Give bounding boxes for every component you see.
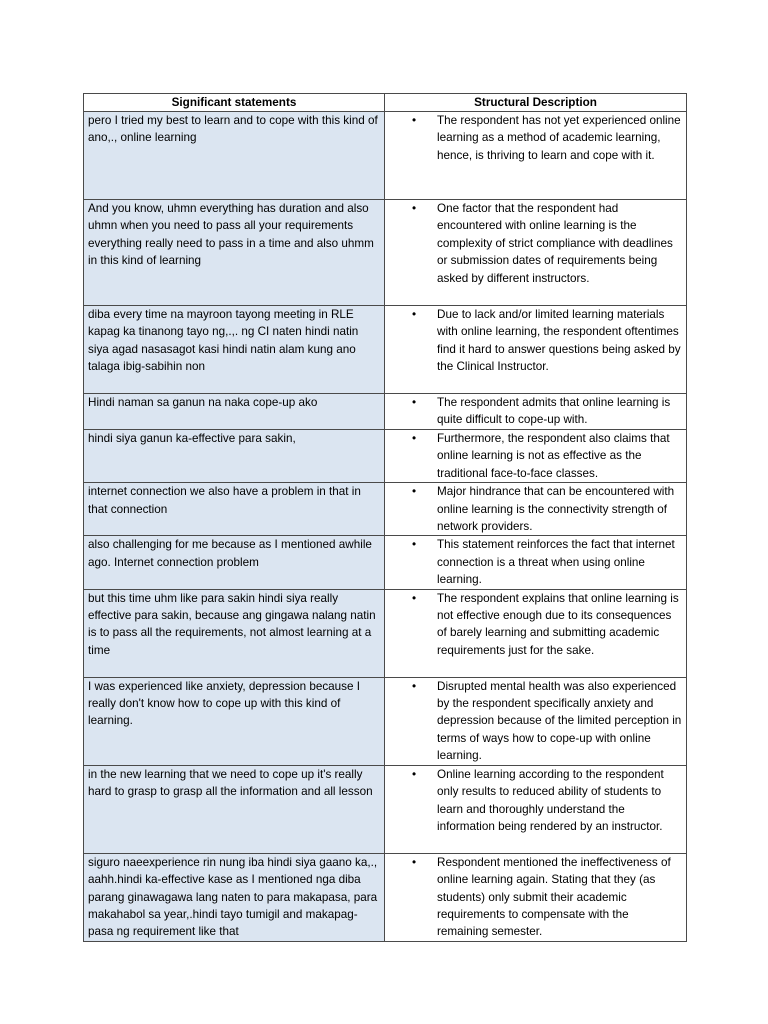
description-cell (385, 483, 687, 536)
bullet-icon: • (412, 679, 417, 693)
description-text: The respondent explains that online learning is not effective enough due to its consequences of barely learning and submitting academic requirements just for the sake. (437, 591, 679, 657)
statement-cell: diba every time na mayroon tayong meeting in RLE kapag ka tinanong tayo ng,.,. ng CI naten hindi natin siya agad nasasagot kasi hindi natin alam kung ano talaga ibig-sabihin non (84, 306, 385, 394)
statement-cell: And you know, uhmn everything has duration and also uhmn when you need to pass all your requirements everything really need to pass in a time and also uhmm in this kind of learning (84, 200, 385, 306)
bullet-icon: • (412, 767, 417, 781)
table-row (84, 394, 687, 430)
description-cell (385, 677, 687, 765)
statement-cell: pero I tried my best to learn and to cope with this kind of ano,., online learning (84, 112, 385, 200)
statement-cell: in the new learning that we need to cope up it's really hard to grasp to grasp all the information and all lesson (84, 765, 385, 853)
bullet-icon: • (412, 591, 417, 605)
statement-cell: hindi siya ganun ka-effective para sakin, (84, 430, 385, 483)
bullet-icon: • (412, 308, 417, 321)
statement-cell: siguro naeexperience rin nung iba hindi siya gaano ka,., aahh.hindi ka-effective kase as I mentioned nga diba parang ginawagawa lang naten to para makapasa, para makahabol sa year,.hindi tayo tumigil and makapag-pasa ng requirement like that (84, 853, 385, 941)
description-text: Due to lack and/or limited learning materials with online learning, the respondent oftentimes find it hard to answer questions being asked by the Clinical Instructor. (437, 308, 681, 374)
table-row (84, 853, 687, 941)
bullet-icon: • (412, 538, 417, 552)
statement-cell: also challenging for me because as I mentioned awhile ago. Internet connection problem (84, 536, 385, 589)
statement-cell: internet connection we also have a problem in that in that connection (84, 483, 385, 536)
description-cell (385, 306, 687, 394)
description-text: Online learning according to the respondent only results to reduced ability of students to learn and thoroughly understand the information being rendered by an instructor. (437, 767, 664, 833)
description-cell (385, 200, 687, 306)
table-row (84, 677, 687, 765)
description-text: This statement reinforces the fact that internet connection is a threat when using online learning. (437, 538, 675, 587)
description-cell (385, 853, 687, 941)
description-text: The respondent admits that online learning is quite difficult to cope-up with. (437, 396, 671, 427)
table-row (84, 536, 687, 589)
header-structural-description: Structural Description (385, 94, 687, 112)
description-cell (385, 589, 687, 677)
description-cell (385, 112, 687, 200)
bullet-icon: • (412, 396, 417, 409)
table-row (84, 765, 687, 853)
findings-table (83, 93, 687, 942)
description-cell (385, 394, 687, 430)
statement-cell: but this time uhm like para sakin hindi siya really effective para sakin, because ang gingawa nalang natin is to pass all the requirements, not almost learning at a time (84, 589, 385, 677)
description-text: Furthermore, the respondent also claims that online learning is not as effective as the traditional face-to-face classes. (437, 432, 670, 480)
table-row (84, 589, 687, 677)
bullet-icon: • (412, 432, 417, 445)
bullet-icon: • (412, 485, 417, 499)
table-row (84, 483, 687, 536)
table-row (84, 200, 687, 306)
description-text: The respondent has not yet experienced online learning as a method of academic learning, hence, is thriving to learn and cope with it. (437, 114, 681, 162)
description-text: Major hindrance that can be encountered with online learning is the connectivity strength of network providers. (437, 485, 675, 534)
description-cell (385, 536, 687, 589)
bullet-icon: • (412, 855, 417, 869)
description-text: One factor that the respondent had encountered with online learning is the complexity of strict compliance with deadlines or submission dates of requirements being asked by different instructors. (437, 202, 673, 285)
description-cell (385, 430, 687, 483)
statement-cell: Hindi naman sa ganun na naka cope-up ako (84, 394, 385, 430)
description-text: Disrupted mental health was also experienced by the respondent specifically anxiety and depression because of the limited perception in terms of ways how to cope-up with online learning. (437, 679, 682, 763)
bullet-icon: • (412, 202, 417, 215)
table-row (84, 430, 687, 483)
description-cell (385, 765, 687, 853)
statement-cell: I was experienced like anxiety, depression because I really don't know how to cope up with this kind of learning. (84, 677, 385, 765)
description-text: Respondent mentioned the ineffectiveness of online learning again. Stating that they (as students) only submit their academic requirements to compensate with the remaining semester. (437, 855, 671, 939)
header-significant-statements: Significant statements (84, 94, 385, 112)
table-row (84, 112, 687, 200)
bullet-icon: • (412, 114, 417, 127)
table-row (84, 306, 687, 394)
table-header-row (84, 94, 687, 112)
